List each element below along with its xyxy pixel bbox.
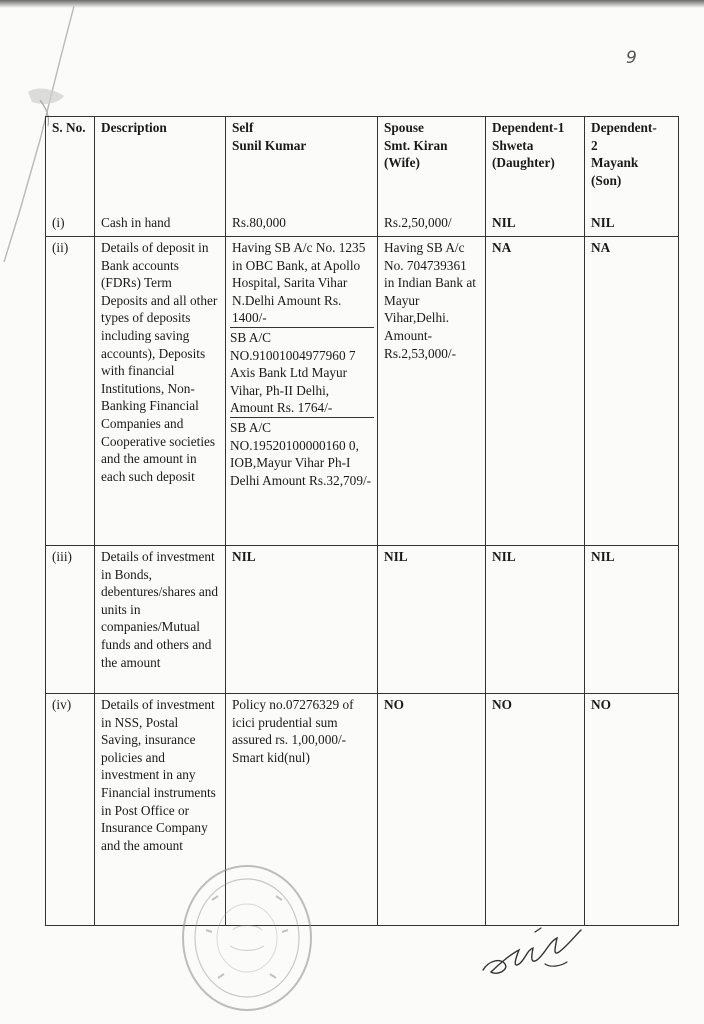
assets-table bbox=[45, 116, 679, 926]
table-row bbox=[46, 546, 679, 694]
header-spouse-label: Spouse bbox=[384, 120, 424, 135]
row-iv-sno: (iv) bbox=[46, 694, 95, 926]
row-ii-self-entry-3: SB A/C NO.19520100000160 0, IOB,Mayur Vihar Ph-I Delhi Amount Rs.32,709/- bbox=[230, 417, 374, 489]
row-iv-self: Policy no.07276329 of icici prudential sum assured rs. 1,00,000/- Smart kid(nul) bbox=[226, 694, 378, 926]
header-sno-cell bbox=[46, 117, 95, 237]
row-iii-dep2: NIL bbox=[585, 546, 679, 694]
header-description-cell bbox=[95, 117, 226, 237]
row-ii-self-entry-2: SB A/C NO.91001004977960 7 Axis Bank Ltd Mayur Vihar, Ph-II Delhi, Amount Rs. 1764/- bbox=[230, 327, 374, 417]
header-dep1-name: Shweta bbox=[492, 137, 534, 153]
header-dep1-cell bbox=[486, 117, 585, 237]
row-ii-self-cell bbox=[226, 237, 378, 546]
header-self-name: Sunil Kumar bbox=[232, 137, 307, 153]
header-sno: S. No. bbox=[52, 120, 86, 135]
row-ii-spouse: Having SB A/c No. 704739361 in Indian Bank at Mayur Vihar,Delhi. Amount-Rs.2,53,000/- bbox=[378, 237, 486, 546]
row-ii-dep2: NA bbox=[585, 237, 679, 546]
row-i-self: Rs.80,000 bbox=[232, 215, 286, 231]
handwritten-signature bbox=[475, 920, 585, 982]
header-spouse-cell bbox=[378, 117, 486, 237]
table-row bbox=[46, 237, 679, 546]
row-i-dep1: NIL bbox=[492, 215, 516, 231]
header-dep2-name: Mayank bbox=[591, 155, 639, 171]
header-self-label: Self bbox=[232, 120, 254, 135]
header-dep1-relation: (Daughter) bbox=[492, 155, 555, 171]
header-dep2-label: Dependent- bbox=[591, 120, 657, 135]
row-iii-spouse: NIL bbox=[378, 546, 486, 694]
header-self-cell bbox=[226, 117, 378, 237]
page-number: 9 bbox=[626, 48, 637, 68]
row-i-spouse: Rs.2,50,000/ bbox=[384, 215, 452, 231]
row-iii-self: NIL bbox=[226, 546, 378, 694]
header-dep2-cell bbox=[585, 117, 679, 237]
header-description: Description bbox=[101, 120, 167, 135]
row-iv-description: Details of investment in NSS, Postal Saving, insurance policies and investment in any Financial instruments in Post Office or Insurance Company and the amount bbox=[95, 694, 226, 926]
row-iv-dep2: NO bbox=[585, 694, 679, 926]
header-dep2-relation: (Son) bbox=[591, 172, 622, 188]
row-iii-dep1: NIL bbox=[486, 546, 585, 694]
row-iii-sno: (iii) bbox=[46, 546, 95, 694]
header-spouse-relation: (Wife) bbox=[384, 155, 420, 171]
header-dep1-label: Dependent-1 bbox=[492, 120, 565, 135]
row-i-description: Cash in hand bbox=[101, 215, 171, 231]
row-iv-dep1: NO bbox=[486, 694, 585, 926]
row-iv-spouse: NO bbox=[378, 694, 486, 926]
header-row bbox=[46, 117, 679, 237]
header-dep2-number: 2 bbox=[591, 137, 598, 153]
row-ii-self-entry-1: Having SB A/c No. 1235 in OBC Bank, at Apollo Hospital, Sarita Vihar N.Delhi Amount Rs. 1400/- bbox=[232, 240, 366, 326]
row-ii-description: Details of deposit in Bank accounts (FDRs) Term Deposits and all other types of deposits including saving accounts), Deposits with financial Institutions, Non-Banking Financial Companies and Cooperative societies and the amount in each such deposit bbox=[95, 237, 226, 546]
row-i-dep2: NIL bbox=[591, 215, 615, 231]
row-iii-description: Details of investment in Bonds, debentures/shares and units in companies/Mutual funds and others and the amount bbox=[95, 546, 226, 694]
header-spouse-name: Smt. Kiran bbox=[384, 137, 448, 153]
row-ii-dep1: NA bbox=[486, 237, 585, 546]
row-i-sno: (i) bbox=[52, 215, 65, 231]
table-row bbox=[46, 694, 679, 926]
row-ii-sno: (ii) bbox=[46, 237, 95, 546]
